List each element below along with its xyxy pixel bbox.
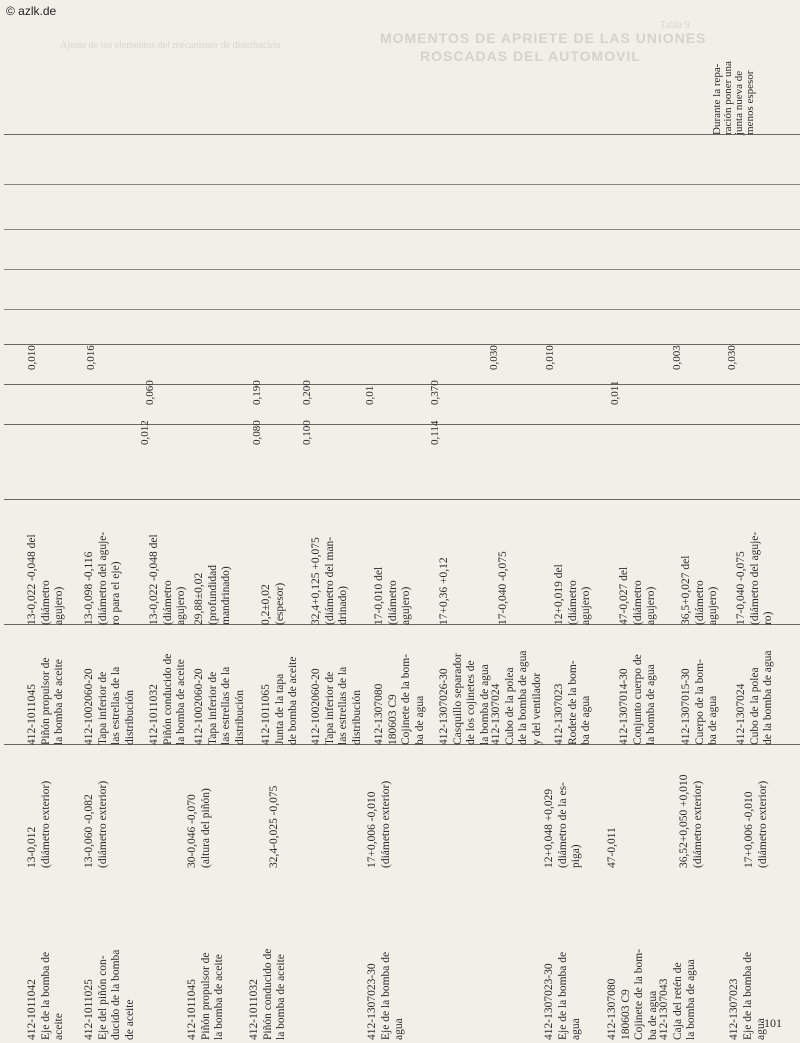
table-rule xyxy=(4,309,800,310)
dimension-line: (diámetro xyxy=(693,580,706,625)
mating-part-line: Eje de la bomba de xyxy=(379,951,392,1040)
mating-part xyxy=(543,880,584,1040)
dimension-line: 47-0,027 del xyxy=(618,566,630,625)
mating-part-line: 412-1307023-30 xyxy=(366,963,378,1040)
part xyxy=(490,630,544,745)
mating-part-line: 412-1011032 xyxy=(248,979,260,1040)
clearance-max-value: 0,370 xyxy=(429,380,441,405)
part xyxy=(83,630,137,745)
dimension-line: (diámetro del aguje- xyxy=(96,531,109,625)
table-rule xyxy=(4,384,800,385)
interference-min-value: 0,016 xyxy=(85,345,97,370)
part-line: Tapa inferior de xyxy=(323,671,336,745)
part-line: las estrellas de la xyxy=(220,666,232,745)
mating-dimension-line: (diámetro de la es- xyxy=(556,782,569,868)
ghost-title-1: MOMENTOS DE APRIETE DE LAS UNIONES xyxy=(380,30,707,46)
part-line: Tapa inferior de xyxy=(206,671,219,745)
mating-part xyxy=(186,880,227,1040)
dimension xyxy=(148,515,189,625)
mating-part-line: ducido de la bomba xyxy=(110,949,122,1040)
part xyxy=(438,630,492,745)
dimension-line: 17-0,040 -0,075 xyxy=(497,551,509,625)
part-line: Cubo de la polea xyxy=(503,667,516,745)
mating-part-line: agua xyxy=(755,1018,767,1040)
table-rule xyxy=(4,499,800,500)
mating-dimension-line: (diámetro exterior) xyxy=(756,780,769,868)
part xyxy=(373,630,427,745)
part-line: Cojinete de la bom- xyxy=(400,653,412,745)
mating-dimension-line: 30-0,046 -0,070 xyxy=(186,794,198,868)
mating-part-line: Eje de la bomba de xyxy=(741,951,754,1040)
mating-dimension-line: (diámetro exterior) xyxy=(379,780,392,868)
page-number: 101 xyxy=(764,1016,782,1030)
part-line: la bomba de aceite xyxy=(175,659,187,745)
part-line: 412-1002060-20 xyxy=(83,668,95,745)
mating-part xyxy=(26,880,67,1040)
part xyxy=(680,630,721,745)
interference-min-value: 0,010 xyxy=(26,345,38,370)
part-line: Cuerpo de la bom- xyxy=(693,659,706,745)
part-line: la bomba de agua xyxy=(478,664,491,745)
part-line: 412-1011032 xyxy=(148,684,160,745)
mating-part-line: 412-1307043 xyxy=(658,978,670,1040)
dimension-line: (diámetro xyxy=(161,580,174,625)
mating-dimension xyxy=(268,753,282,868)
note-line: menos espesor xyxy=(744,70,756,135)
dimension-line: 17-0,010 del xyxy=(373,566,385,625)
part xyxy=(26,630,67,745)
dimension-line: (diámetro del aguje- xyxy=(748,531,761,625)
mating-dimension-line: piga) xyxy=(570,844,582,868)
table-rule xyxy=(4,424,800,425)
dimension xyxy=(618,515,659,625)
mating-dimension-line: 13-0,060 -0,082 xyxy=(83,794,95,868)
mating-dimension-line: (diámetro exterior) xyxy=(96,780,109,868)
mating-part-line: ba de agua xyxy=(646,990,659,1040)
mating-dimension-line: 17+0,006 -0,010 xyxy=(366,791,378,868)
mating-part-line: agua xyxy=(570,1018,582,1040)
dimension-line: 36,5+0,027 del xyxy=(680,555,692,625)
mating-part-line: Caja del retén de xyxy=(671,962,684,1040)
mating-dimension-line: 32,4-0,025 -0,075 xyxy=(268,785,280,868)
part xyxy=(618,630,659,745)
part-line: 180603 C9 xyxy=(386,694,399,745)
part xyxy=(553,630,594,745)
dimension-line: mandrinado) xyxy=(220,566,232,625)
dimension-line: 0,2±0,02 xyxy=(260,584,272,625)
part-line: y del ventilador xyxy=(530,672,543,745)
mating-part-line: 412-1011025 xyxy=(83,979,95,1040)
mating-dimension xyxy=(83,753,110,868)
part-line: Tapa inferior de xyxy=(96,671,109,745)
part xyxy=(193,630,247,745)
part xyxy=(148,630,189,745)
dimension-line: agujero) xyxy=(580,586,592,625)
mating-part-line: agua xyxy=(393,1018,405,1040)
mating-part-line: la bomba de agua xyxy=(685,959,697,1040)
mating-part xyxy=(83,880,137,1040)
mating-dimension xyxy=(26,753,53,868)
part-line: 412-1307080 xyxy=(373,683,385,745)
table-rule xyxy=(4,134,800,135)
clearance-max-value: 0,200 xyxy=(301,380,313,405)
mating-part-line: Cojinete de la bom- xyxy=(633,948,645,1040)
dimension-line: 29,88±0,02 xyxy=(193,572,205,625)
dimension xyxy=(260,515,287,625)
part xyxy=(310,630,364,745)
part-line: Cubo de la polea xyxy=(748,667,761,745)
interference-min-value: 0,010 xyxy=(544,345,556,370)
mating-part-line: 412-1011042 xyxy=(26,979,38,1040)
dimension xyxy=(735,515,776,625)
repair-note xyxy=(712,40,756,135)
dimension-line: agujero) xyxy=(175,586,187,625)
clearance-max-value: 0,01 xyxy=(364,385,376,405)
dimension-line: 12+0,019 del xyxy=(553,564,565,625)
dimension-line: (diámetro del man- xyxy=(323,536,336,625)
part-line: Junta de la tapa xyxy=(273,673,286,745)
mating-dimension xyxy=(186,753,213,868)
part-line: las estrellas de la xyxy=(337,666,349,745)
dimension-line: agujero) xyxy=(645,586,657,625)
part-line: Piñón conducido de xyxy=(161,653,174,745)
part-line: ba de agua xyxy=(580,695,592,745)
mating-part-line: Eje de la bomba de xyxy=(556,951,569,1040)
mating-part xyxy=(248,880,289,1040)
part-line: ba de agua xyxy=(413,695,426,745)
dimension-line: (profundidad xyxy=(206,564,219,625)
part-line: la bomba de aceite xyxy=(53,659,65,745)
dimension-line: 13-0,098 -0,116 xyxy=(83,551,95,625)
dimension-line: (diámetro xyxy=(386,580,399,625)
mating-part-line: la bomba de aceite xyxy=(213,954,225,1040)
clearance-min-value: 0,100 xyxy=(301,420,313,445)
mating-dimension xyxy=(543,753,584,868)
mating-part xyxy=(728,880,769,1040)
mating-dimension-line: (altura del piñón) xyxy=(199,788,212,868)
mating-dimension-line: 47-0,011 xyxy=(606,827,618,868)
part-line: la bomba de agua xyxy=(645,664,657,745)
clearance-max-value: 0,011 xyxy=(609,380,621,405)
part-line: 412-1307014-30 xyxy=(618,668,630,745)
mating-dimension-line: 13-0,012 xyxy=(26,826,38,868)
mating-part-line: la bomba de aceite xyxy=(275,954,287,1040)
part-line: distribución xyxy=(350,690,363,745)
part-line: ba de agua xyxy=(707,695,719,745)
part xyxy=(260,630,301,745)
mating-dimension xyxy=(678,753,705,868)
mating-dimension-line: 36,52+0,050 +0,010 xyxy=(678,774,690,868)
mating-dimension xyxy=(743,753,770,868)
dimension-line: (diámetro xyxy=(631,580,644,625)
mating-part-line: Piñón conducido de xyxy=(261,948,274,1040)
mating-part xyxy=(658,880,699,1040)
dimension xyxy=(193,515,234,625)
table-rule xyxy=(4,184,800,185)
dimension-line: agujero) xyxy=(53,586,65,625)
watermark: © azlk.de xyxy=(6,4,57,18)
dimension-line: (espesor) xyxy=(273,582,286,625)
clearance-min-value: 0,012 xyxy=(139,420,151,445)
mating-dimension-line: (diámetro exterior) xyxy=(691,780,704,868)
ghost-title-3: Tabla 9 xyxy=(660,20,690,31)
dimension-line: agujero) xyxy=(707,586,719,625)
part-line: 412-1011045 xyxy=(26,684,38,745)
mating-dimension xyxy=(366,753,393,868)
part-line: 412-1307023 xyxy=(553,683,565,745)
dimension xyxy=(373,515,414,625)
part-line: 412-1307024 xyxy=(735,683,747,745)
dimension xyxy=(26,515,67,625)
clearance-min-value: 0,114 xyxy=(429,420,441,445)
clearance-min-value: 0,080 xyxy=(251,420,263,445)
part-line: 412-1002060-20 xyxy=(193,668,205,745)
part-line: Piñón propulsor de xyxy=(39,657,52,745)
part-line: Conjunto cuerpo de xyxy=(631,654,644,745)
mating-part xyxy=(366,880,407,1040)
dimension-line: (diámetro xyxy=(566,580,579,625)
dimension xyxy=(310,515,351,625)
mating-part-line: 180603 C9 xyxy=(619,989,632,1040)
dimension-line: drinado) xyxy=(337,586,349,625)
mating-part xyxy=(606,880,660,1040)
dimension-line: 17+0,36 +0,12 xyxy=(438,557,450,625)
mating-part-line: 412-1011045 xyxy=(186,979,198,1040)
mating-dimension-line: 17+0,006 -0,010 xyxy=(743,791,755,868)
part-line: 412-1307026-30 xyxy=(438,668,450,745)
dimension-line: 13-0,022 -0,048 del xyxy=(26,534,38,625)
mating-part-line: 412-1307080 xyxy=(606,978,618,1040)
part-line: 412-1307015-30 xyxy=(680,668,692,745)
table-rule xyxy=(4,269,800,270)
note-line: ración poner una xyxy=(722,61,734,135)
dimension xyxy=(680,515,721,625)
note-line: Durante la repa- xyxy=(711,63,723,135)
part-line: 412-1011065 xyxy=(260,684,272,745)
note-line: junta nueva de xyxy=(733,70,745,135)
dimension xyxy=(553,515,594,625)
mating-part-line: aceite xyxy=(53,1013,65,1040)
mating-part-line: Eje del piñón con- xyxy=(96,955,109,1040)
dimension-line: 17-0,040 -0,075 xyxy=(735,551,747,625)
dimension-line: 13-0,022 -0,048 del xyxy=(148,534,160,625)
part-line: las estrellas de la xyxy=(110,666,122,745)
ghost-title-4: Ajuste de los elementos del mecanismo de distribución xyxy=(60,40,281,51)
dimension-line: 32,4+0,125 +0,075 xyxy=(310,537,322,625)
mating-part-line: 412-1307023 xyxy=(728,978,740,1040)
mating-part-line: Piñón propulsor de xyxy=(199,952,212,1040)
part xyxy=(735,630,776,745)
interference-min-value: 0,003 xyxy=(671,345,683,370)
clearance-max-value: 0,190 xyxy=(251,380,263,405)
part-line: 412-1307024 xyxy=(490,683,502,745)
mating-dimension-line: (diámetro exterior) xyxy=(39,780,52,868)
dimension xyxy=(438,515,452,625)
part-line: distribución xyxy=(123,690,136,745)
part-line: 412-1002060-20 xyxy=(310,668,322,745)
mating-dimension xyxy=(606,753,620,868)
dimension xyxy=(497,515,511,625)
part-line: de bomba de aceite xyxy=(287,656,299,745)
mating-part-line: 412-1307023-30 xyxy=(543,963,555,1040)
clearance-max-value: 0,060 xyxy=(144,380,156,405)
ghost-title-2: ROSCADAS DEL AUTOMOVIL xyxy=(420,48,641,64)
mating-part-line: de aceite xyxy=(123,999,136,1040)
dimension-line: (diámetro xyxy=(39,580,52,625)
part-line: Rodete de la bom- xyxy=(566,660,579,745)
dimension-line: ro) xyxy=(762,611,774,625)
part-line: de los cojinetes de xyxy=(465,660,477,745)
mating-part-line: Eje de la bomba de xyxy=(39,951,52,1040)
interference-min-value: 0,030 xyxy=(726,345,738,370)
part-line: Casquillo separador xyxy=(451,653,464,745)
dimension-line: ro para el eje) xyxy=(110,561,122,625)
mating-dimension-line: 12+0,048 +0,029 xyxy=(543,788,555,868)
interference-min-value: 0,030 xyxy=(488,345,500,370)
table-rule xyxy=(4,229,800,230)
dimension-line: agujero) xyxy=(400,586,412,625)
part-line: distribución xyxy=(233,690,246,745)
part-line: de la bomba de agua xyxy=(517,650,529,745)
dimension xyxy=(83,515,124,625)
part-line: de la bomba de agua xyxy=(762,650,774,745)
